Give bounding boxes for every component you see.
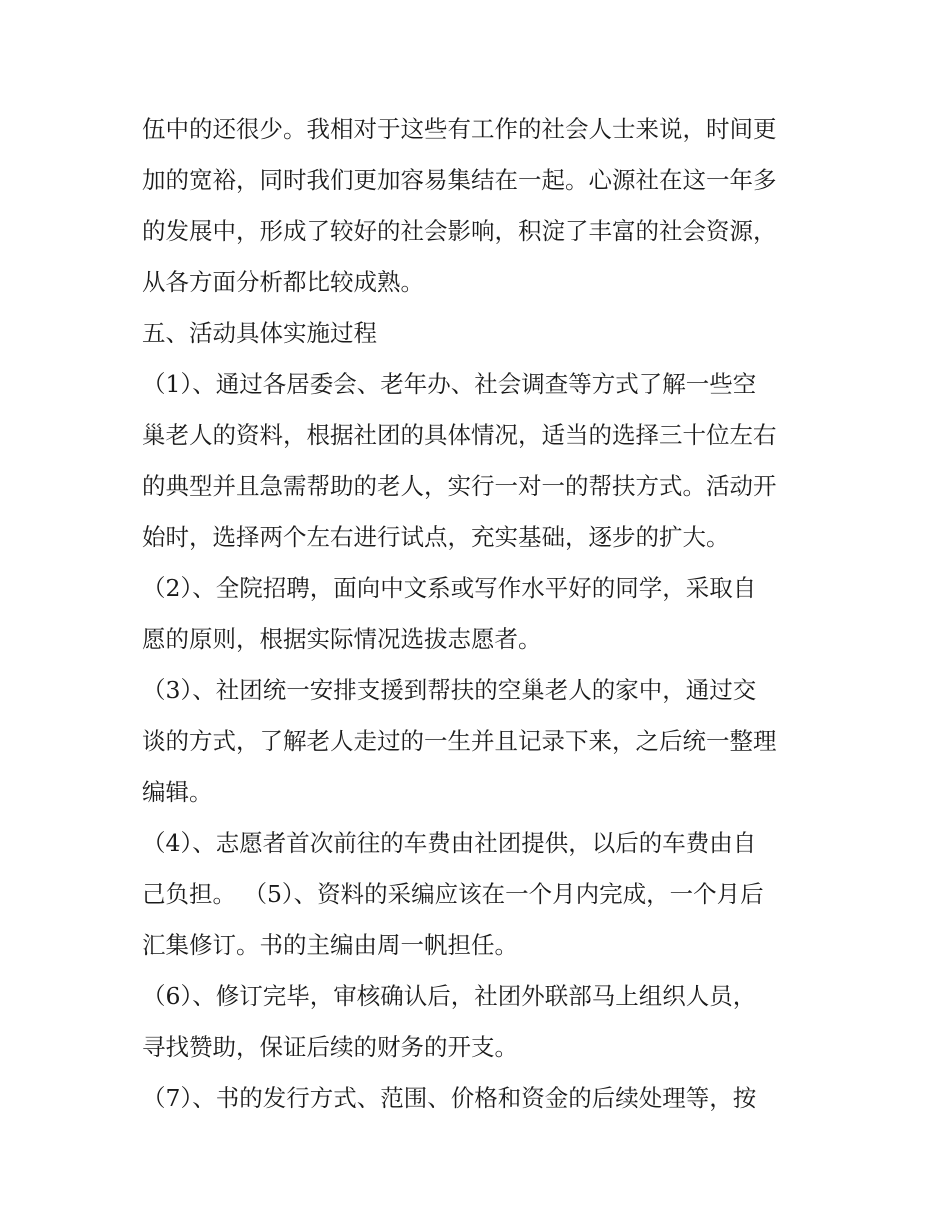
document-page xyxy=(142,104,822,1124)
text-line: 从各方面分析都比较成熟。 xyxy=(142,268,424,296)
text-line: （1）、通过各居委会、老年办、社会调查等方式了解一些空 xyxy=(142,370,757,398)
paragraph-step-2 xyxy=(142,563,822,665)
text-line: 己负担。 （5）、资料的采编应该在一个月内完成，一个月后 xyxy=(142,880,764,908)
paragraph-intro-continuation xyxy=(142,104,822,308)
text-line: 寻找赞助，保证后续的财务的开支。 xyxy=(142,1033,518,1061)
text-line: （7）、书的发行方式、范围、价格和资金的后续处理等，按 xyxy=(142,1084,757,1112)
paragraph-step-6 xyxy=(142,971,822,1073)
text-line: 愿的原则，根据实际情况选拔志愿者。 xyxy=(142,625,542,653)
text-line: （4）、志愿者首次前往的车费由社团提供，以后的车费由自 xyxy=(142,829,757,857)
paragraph-step-3 xyxy=(142,665,822,818)
text-line: （2）、全院招聘，面向中文系或写作水平好的同学，采取自 xyxy=(142,574,757,602)
text-line: 谈的方式，了解老人走过的一生并且记录下来，之后统一整理 xyxy=(142,727,777,755)
text-line: 加的宽裕，同时我们更加容易集结在一起。心源社在这一年多 xyxy=(142,166,777,194)
paragraph-step-1 xyxy=(142,359,822,563)
paragraph-step-4-5 xyxy=(142,818,822,971)
text-line: 汇集修订。书的主编由周一帆担任。 xyxy=(142,931,518,959)
text-line: （6）、修订完毕，审核确认后，社团外联部马上组织人员， xyxy=(142,982,757,1010)
text-line: 巢老人的资料，根据社团的具体情况，适当的选择三十位左右 xyxy=(142,421,777,449)
text-line: 的典型并且急需帮助的老人，实行一对一的帮扶方式。活动开 xyxy=(142,472,777,500)
paragraph-step-7 xyxy=(142,1073,822,1124)
text-line: 伍中的还很少。我相对于这些有工作的社会人士来说，时间更 xyxy=(142,115,777,143)
text-line: （3）、社团统一安排支援到帮扶的空巢老人的家中，通过交 xyxy=(142,676,757,704)
text-line: 编辑。 xyxy=(142,778,213,806)
text-line: 的发展中，形成了较好的社会影响，积淀了丰富的社会资源， xyxy=(142,217,777,245)
text-line: 始时，选择两个左右进行试点，充实基础，逐步的扩大。 xyxy=(142,523,730,551)
section-heading xyxy=(142,308,822,359)
heading-text: 五、活动具体实施过程 xyxy=(142,319,377,347)
